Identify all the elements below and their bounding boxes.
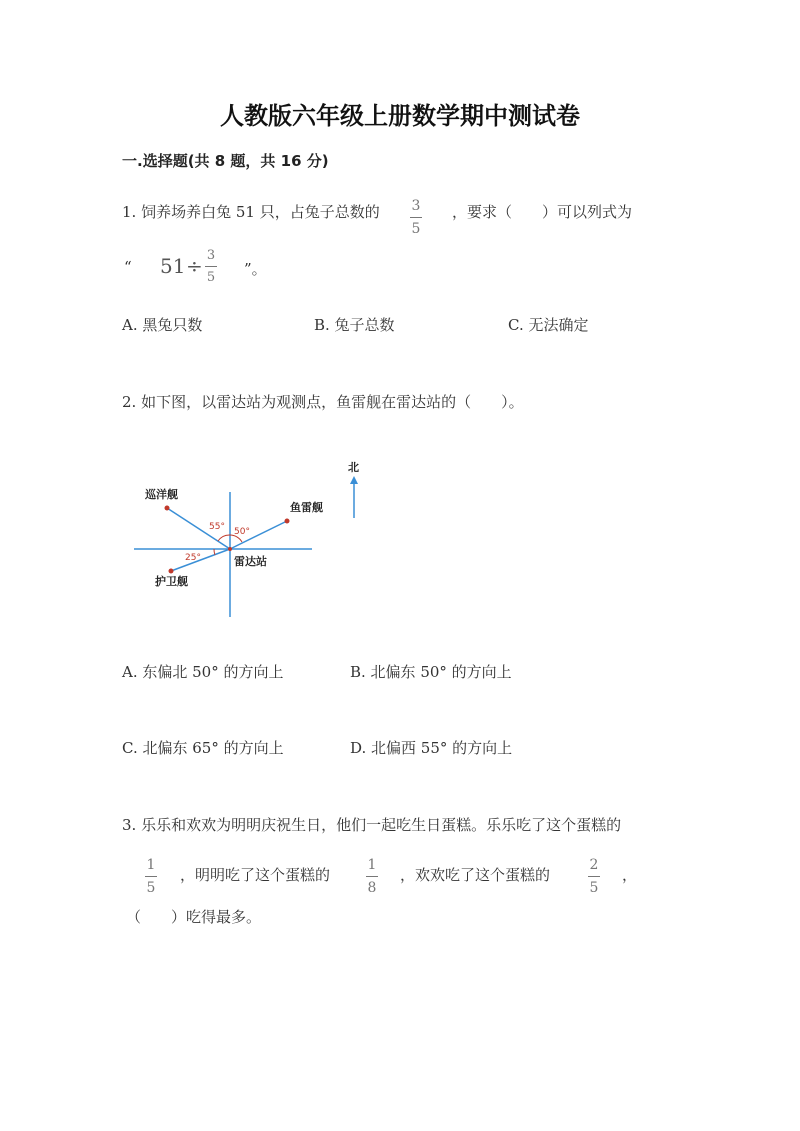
q1-option-b: B. 兔子总数 xyxy=(314,316,395,334)
fraction-denominator: 5 xyxy=(206,270,216,285)
q3-end: ， xyxy=(622,866,638,884)
q1-expr-close-quote: ”。 xyxy=(244,260,267,278)
point-yulei xyxy=(285,519,290,524)
q1-text-a: 1. 饲养场养白兔 51 只，占兔子总数的 xyxy=(122,203,380,221)
label-huwei: 护卫舰 xyxy=(155,575,188,588)
fraction-numerator: 2 xyxy=(589,857,599,873)
fraction-bar xyxy=(366,876,378,877)
arc-25 xyxy=(214,549,215,555)
q1-expr-divide: ÷ xyxy=(186,254,203,278)
q3-text: 3. 乐乐和欢欢为明明庆祝生日，他们一起吃生日蛋糕。乐乐吃了这个蛋糕的 xyxy=(122,816,622,834)
q3-fraction-3 xyxy=(588,858,600,895)
fraction-bar xyxy=(145,876,157,877)
page-title: 人教版六年级上册数学期中测试卷 xyxy=(220,102,580,130)
fraction-numerator: 1 xyxy=(367,857,377,873)
fraction-numerator: 1 xyxy=(146,857,156,873)
fraction-denominator: 8 xyxy=(367,880,377,896)
label-angle-55: 55° xyxy=(209,522,225,532)
north-arrow-icon xyxy=(350,476,358,484)
q3-fraction-2 xyxy=(366,858,378,895)
point-leida xyxy=(228,547,232,551)
q3-mid-1: ，明明吃了这个蛋糕的 xyxy=(180,866,331,884)
q2-option-c: C. 北偏东 65° 的方向上 xyxy=(122,739,284,757)
q1-option-c: C. 无法确定 xyxy=(508,316,589,334)
point-huwei xyxy=(169,569,174,574)
fraction-denominator: 5 xyxy=(411,221,421,237)
label-north: 北 xyxy=(348,461,359,474)
label-xunyang: 巡洋舰 xyxy=(145,488,178,501)
fraction-numerator: 3 xyxy=(411,198,421,214)
q1-expr-number: 51 xyxy=(160,254,186,278)
label-angle-25: 25° xyxy=(185,553,201,563)
q3-fraction-1 xyxy=(145,858,157,895)
fraction-bar xyxy=(588,876,600,877)
section-heading: 一.选择题(共 8 题，共 16 分) xyxy=(122,152,329,170)
q1-option-a: A. 黑兔只数 xyxy=(122,316,203,334)
arc-55 xyxy=(218,535,230,541)
q1-text-b: ，要求（ ）可以列式为 xyxy=(452,203,633,221)
q3-line-2: （ ）吃得最多。 xyxy=(126,908,262,926)
q2-text: 2. 如下图，以雷达站为观测点，鱼雷舰在雷达站的（ ）。 xyxy=(122,393,524,411)
q1-expr-open-quote: “ xyxy=(124,258,132,276)
q2-option-a: A. 东偏北 50° 的方向上 xyxy=(122,663,284,681)
fraction-denominator: 5 xyxy=(589,880,599,896)
label-yulei: 鱼雷舰 xyxy=(290,501,323,514)
q3-mid-2: ，欢欢吃了这个蛋糕的 xyxy=(400,866,551,884)
label-angle-50: 50° xyxy=(234,527,250,537)
point-xunyang xyxy=(165,506,170,511)
fraction-denominator: 5 xyxy=(146,880,156,896)
q2-option-d: D. 北偏西 55° 的方向上 xyxy=(350,739,513,757)
label-leida: 雷达站 xyxy=(234,555,267,568)
q2-option-b: B. 北偏东 50° 的方向上 xyxy=(350,663,512,681)
fraction-numerator: 3 xyxy=(206,248,216,263)
